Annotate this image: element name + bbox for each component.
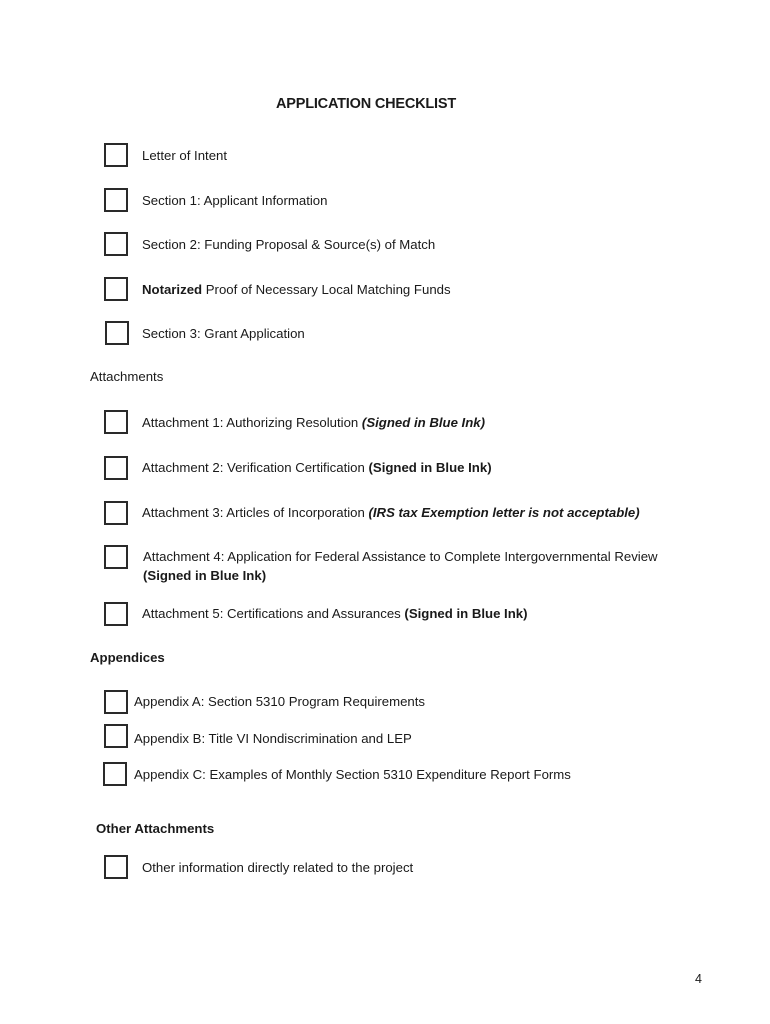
checkbox-appendix-a[interactable] bbox=[104, 690, 128, 714]
item-label-section-2: Section 2: Funding Proposal & Source(s) of Match bbox=[142, 237, 436, 252]
attachment-3-note: (IRS tax Exemption letter is not acceptable) bbox=[368, 505, 640, 520]
other-attachments-heading: Other Attachments bbox=[96, 821, 215, 836]
attachment-1-note: (Signed in Blue Ink) bbox=[361, 415, 486, 430]
notarized-rest: Proof of Necessary Local Matching Funds bbox=[202, 282, 451, 297]
attachment-2-note: (Signed in Blue Ink) bbox=[368, 460, 492, 475]
checkbox-appendix-c[interactable] bbox=[103, 762, 127, 786]
checkbox-attachment-2[interactable] bbox=[104, 456, 128, 480]
attachment-1-text: Attachment 1: Authorizing Resolution bbox=[142, 415, 362, 430]
checkbox-attachment-5[interactable] bbox=[104, 602, 128, 626]
attachment-3-text: Attachment 3: Articles of Incorporation bbox=[142, 505, 369, 520]
checkbox-section-1[interactable] bbox=[104, 188, 128, 212]
page-title: APPLICATION CHECKLIST bbox=[275, 96, 456, 112]
checkbox-attachment-4[interactable] bbox=[104, 545, 128, 569]
item-label-attachment-3 bbox=[142, 503, 640, 522]
appendices-heading: Appendices bbox=[90, 650, 165, 665]
item-label-appendix-b: Appendix B: Title VI Nondiscrimination and LEP bbox=[134, 731, 412, 746]
attachment-2-text: Attachment 2: Verification Certification bbox=[142, 460, 369, 475]
attachment-5-note: (Signed in Blue Ink) bbox=[404, 606, 528, 621]
item-label-attachment-4 bbox=[143, 547, 663, 585]
item-label-notarized-proof bbox=[142, 280, 451, 299]
item-label-attachment-2 bbox=[142, 458, 492, 477]
item-label-section-1: Section 1: Applicant Information bbox=[142, 193, 328, 208]
item-label-appendix-c: Appendix C: Examples of Monthly Section 5310 Expenditure Report Forms bbox=[134, 767, 571, 782]
attachment-5-text: Attachment 5: Certifications and Assurances bbox=[142, 606, 405, 621]
item-label-attachment-5 bbox=[142, 604, 528, 623]
item-label-section-3: Section 3: Grant Application bbox=[142, 326, 305, 341]
bold-notarized: Notarized bbox=[142, 282, 203, 297]
page-number: 4 bbox=[695, 972, 702, 986]
attachment-4-note: (Signed in Blue Ink) bbox=[143, 568, 267, 583]
attachment-4-text: Attachment 4: Application for Federal Assistance to Complete Intergovernmental Review bbox=[143, 549, 658, 564]
checkbox-other-information[interactable] bbox=[104, 855, 128, 879]
checkbox-notarized-proof[interactable] bbox=[104, 277, 128, 301]
checkbox-appendix-b[interactable] bbox=[104, 724, 128, 748]
item-label-appendix-a: Appendix A: Section 5310 Program Requirements bbox=[134, 694, 426, 709]
checkbox-attachment-1[interactable] bbox=[104, 410, 128, 434]
checkbox-section-2[interactable] bbox=[104, 232, 128, 256]
checkbox-letter-of-intent[interactable] bbox=[104, 143, 128, 167]
item-label-attachment-1 bbox=[142, 413, 485, 432]
attachments-heading: Attachments bbox=[90, 369, 164, 384]
checkbox-section-3[interactable] bbox=[105, 321, 129, 345]
item-label-other-information: Other information directly related to the project bbox=[142, 860, 414, 875]
checkbox-attachment-3[interactable] bbox=[104, 501, 128, 525]
item-label-letter-of-intent: Letter of Intent bbox=[142, 148, 228, 163]
